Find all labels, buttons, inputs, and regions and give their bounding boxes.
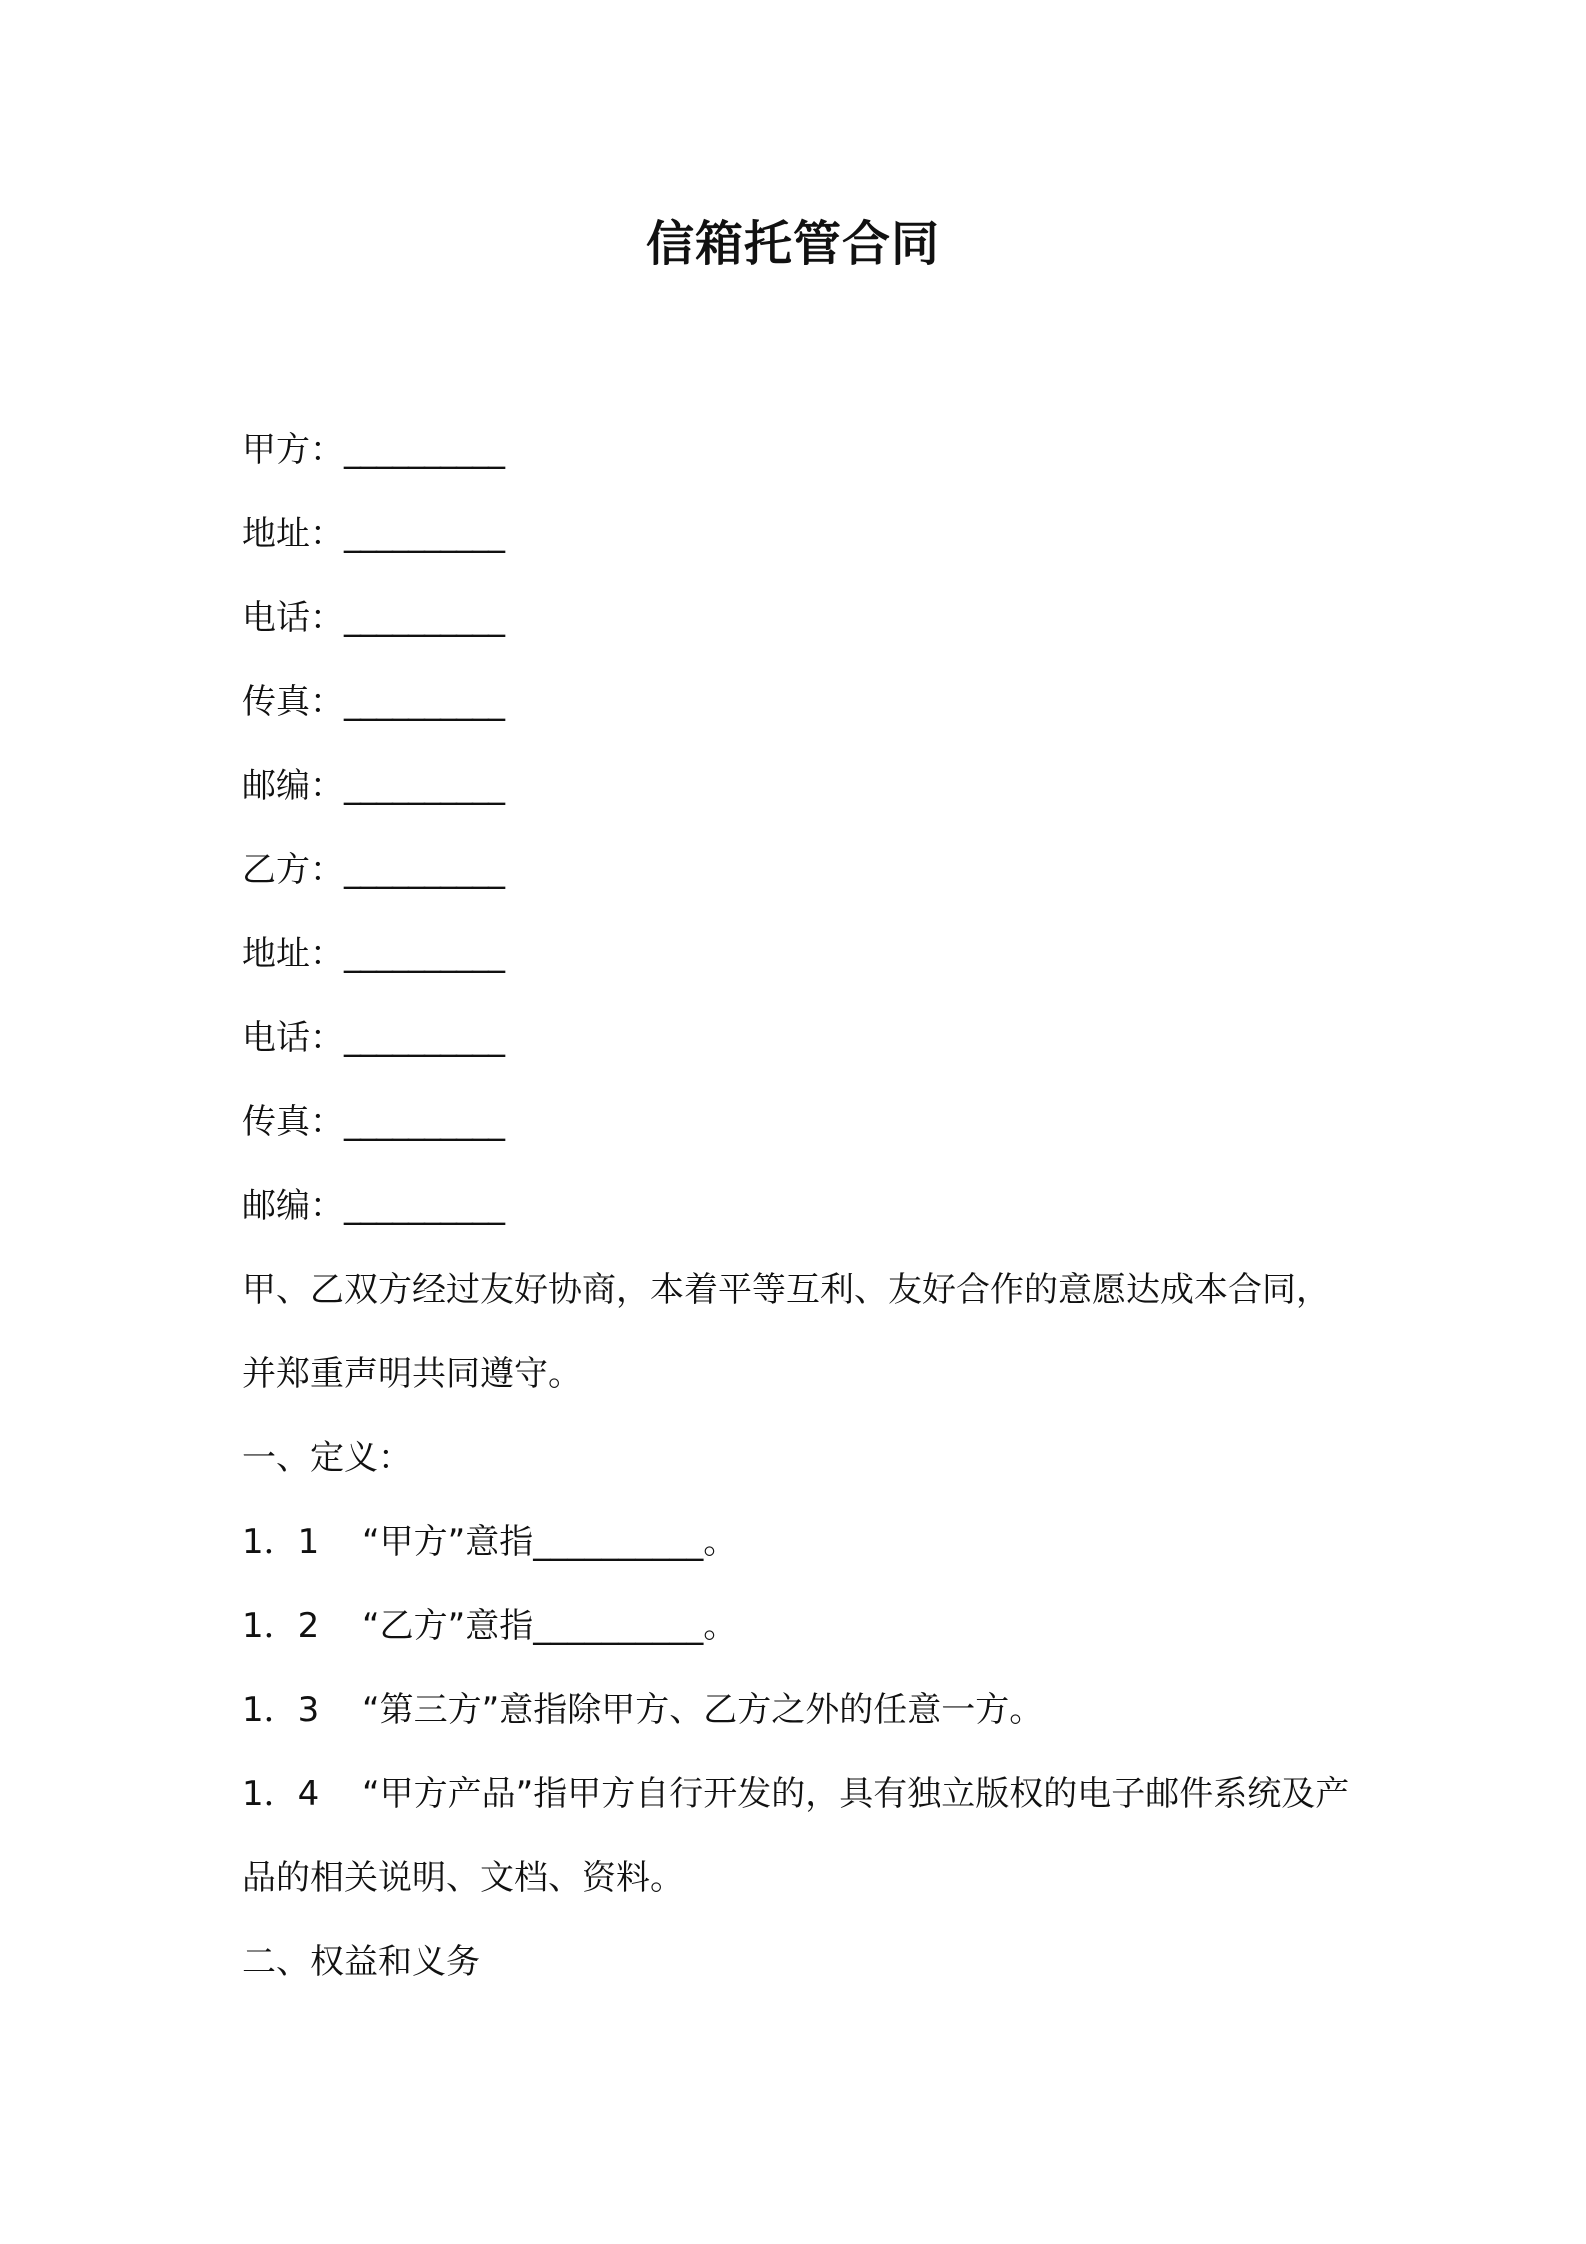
- fill-blank: __________: [344, 430, 504, 470]
- clause-1-3: [242, 1668, 1362, 1752]
- party-a-fax-line: [242, 660, 1362, 744]
- clause-1-2: [242, 1584, 1362, 1668]
- field-label: 电话：: [242, 1018, 344, 1058]
- field-label: 邮编：: [242, 1186, 344, 1226]
- fill-blank: __________: [344, 682, 504, 722]
- party-a-name-line: [242, 408, 1362, 492]
- fill-blank: __________: [344, 598, 504, 638]
- party-b-phone-line: [242, 996, 1362, 1080]
- field-label: 甲方：: [242, 430, 344, 470]
- clause-text: “乙方”意指__________。: [362, 1606, 738, 1646]
- fill-blank: __________: [344, 514, 504, 554]
- party-a-postcode-line: [242, 744, 1362, 828]
- field-label: 电话：: [242, 598, 344, 638]
- fill-blank: __________: [344, 1102, 504, 1142]
- fill-blank: __________: [344, 1018, 504, 1058]
- clause-number: 1．1: [242, 1522, 320, 1562]
- clause-number: 1．2: [242, 1606, 320, 1646]
- intro-paragraph: 甲、乙双方经过友好协商，本着平等互利、友好合作的意愿达成本合同，并郑重声明共同遵守。: [242, 1270, 1330, 1394]
- clause-number: 1．4: [242, 1774, 320, 1814]
- field-label: 传真：: [242, 682, 344, 722]
- field-label: 地址：: [242, 934, 344, 974]
- fill-blank: __________: [344, 1186, 504, 1226]
- clause-text: “甲方产品”指甲方自行开发的，具有独立版权的电子邮件系统及产品的相关说明、文档、资料。: [242, 1774, 1350, 1898]
- fill-blank: __________: [344, 766, 504, 806]
- clause-text: “甲方”意指__________。: [362, 1522, 738, 1562]
- clause-1-1: [242, 1500, 1362, 1584]
- party-a-address-line: [242, 492, 1362, 576]
- party-b-address-line: [242, 912, 1362, 996]
- clause-1-4: [242, 1752, 1362, 1920]
- fill-blank: __________: [344, 850, 504, 890]
- field-label: 地址：: [242, 514, 344, 554]
- party-b-postcode-line: [242, 1164, 1362, 1248]
- document-title: 信箱托管合同: [645, 216, 940, 272]
- field-label: 乙方：: [242, 850, 344, 890]
- fill-blank: __________: [344, 934, 504, 974]
- document-body: [242, 408, 1362, 2004]
- field-label: 传真：: [242, 1102, 344, 1142]
- section-heading-definitions: 一、定义：: [242, 1438, 412, 1478]
- section-heading-rights-obligations: 二、权益和义务: [242, 1942, 480, 1982]
- party-b-name-line: [242, 828, 1362, 912]
- party-b-fax-line: [242, 1080, 1362, 1164]
- clause-number: 1．3: [242, 1690, 320, 1730]
- party-a-phone-line: [242, 576, 1362, 660]
- field-label: 邮编：: [242, 766, 344, 806]
- clause-text: “第三方”意指除甲方、乙方之外的任意一方。: [362, 1690, 1044, 1730]
